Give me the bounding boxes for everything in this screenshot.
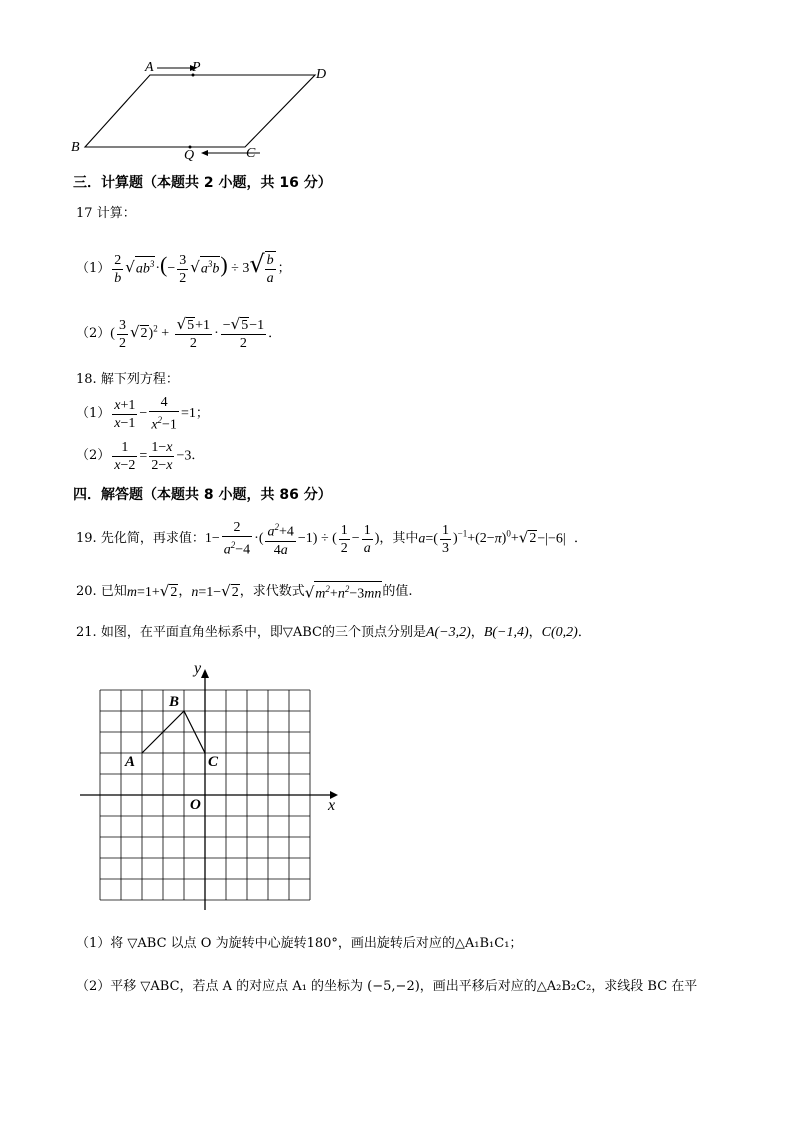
grid-label-o: O xyxy=(190,797,201,813)
q18-prompt: 解下列方程： xyxy=(100,372,179,387)
q19-where: ，其中 xyxy=(379,531,419,546)
coordinate-grid xyxy=(75,660,345,915)
q18-p2-end: ． xyxy=(191,448,205,463)
arrow-cq-head xyxy=(201,150,208,156)
q17-p2-expr: ( $\frac{3}{2}$ √2)$^2$ + $\frac{√5+1}{2}$ · $\frac{-√5-1}{2}$ xyxy=(110,315,265,351)
q17-part2 xyxy=(76,313,281,355)
q17-number: 17 xyxy=(76,206,93,221)
label-b: B xyxy=(71,140,80,155)
q21-sep-2: ， xyxy=(528,625,542,640)
q20-prefix: 已知 xyxy=(100,584,127,599)
q18-p2-label: （2） xyxy=(76,448,111,463)
q17-part1 xyxy=(76,248,291,290)
grid-label-y: y xyxy=(194,660,202,677)
q18-p1-end: ； xyxy=(195,406,209,421)
q21-number: 21. xyxy=(76,625,97,640)
q21-part1: （1）将 ▽ABC 以点 O 为旋转中心旋转180°，画出旋转后对应的△A₁B₁C₁； xyxy=(76,936,523,951)
grid-label-b: B xyxy=(169,694,180,710)
grid-label-x: x xyxy=(328,797,336,814)
q21-text: 如图，在平面直角坐标系中，即▽ABC的三个顶点分别是 xyxy=(100,625,426,640)
q18-p1-expr: $\frac{x+1}{x-1}$ − $\frac{4}{x^2-1}$ =1 xyxy=(114,395,196,433)
q21-end: ． xyxy=(577,625,591,640)
q20-n: n=1−√2 xyxy=(191,582,239,600)
q17-prompt: 计算： xyxy=(96,206,136,221)
y-axis-arrow xyxy=(201,669,209,678)
grid-label-c: C xyxy=(208,754,219,770)
parallelogram-figure xyxy=(60,55,360,170)
q17-p1-label: （1） xyxy=(76,261,111,276)
grid-label-a: A xyxy=(125,754,136,770)
q21-point-a: A(−3,2) xyxy=(425,625,471,640)
q20-sep: ， xyxy=(178,584,192,599)
q20-mid: ，求代数式 xyxy=(239,584,305,599)
label-d: D xyxy=(316,67,327,82)
q18-part2 xyxy=(76,436,204,476)
q20-number: 20. xyxy=(76,584,97,599)
q18-header xyxy=(76,372,179,388)
q17-p2-label: （2） xyxy=(76,326,111,341)
label-q: Q xyxy=(184,148,195,163)
q21-point-b: B(−1,4) xyxy=(483,625,529,640)
parallelogram-shape xyxy=(85,75,315,147)
q19-line xyxy=(76,518,587,560)
q20-m: m=1+√2 xyxy=(126,582,178,600)
label-c: C xyxy=(246,146,256,161)
q19-value: a=( $\frac{1}{3}$ )$^{-1}+(2-\pi)^0+√2-|-6|$ xyxy=(418,522,566,556)
section4-title: 四．解答题（本题共 8 小题，共 86 分） xyxy=(73,487,332,503)
q19-end: ． xyxy=(573,531,587,546)
q17-p2-end: ． xyxy=(268,326,282,341)
q19-prompt: 先化简，再求值： xyxy=(100,531,205,546)
q18-p1-label: （1） xyxy=(76,406,111,421)
q21-line xyxy=(76,622,591,644)
q19-expr: 1− $\frac{2}{a^2-4}$ ·( $\frac{a^2+4}{4a}$ −1) ÷ ( $\frac{1}{2}$ − $\frac{1}{a}$ ) xyxy=(204,520,380,558)
q20-line xyxy=(76,580,412,604)
label-p: P xyxy=(192,60,201,75)
q17-header xyxy=(76,206,136,222)
q19-number: 19. xyxy=(76,531,97,546)
label-a: A xyxy=(145,60,154,75)
q21-point-c: C(0,2) xyxy=(541,625,578,640)
q21-sep-1: ， xyxy=(470,625,484,640)
q21-part2: （2）平移 ▽ABC，若点 A 的对应点 A₁ 的坐标为 (−5,−2)，画出平移后对应的△A₂B₂C₂，求线段 BC 在平 xyxy=(76,979,698,994)
q20-suffix: 的值. xyxy=(382,584,413,599)
q18-number: 18. xyxy=(76,372,97,387)
section3-title: 三．计算题（本题共 2 小题，共 16 分） xyxy=(73,175,332,191)
q18-p2-expr: $\frac{1}{x-2}$ = $\frac{1-x}{2-x}$ −3 xyxy=(114,439,192,473)
q20-expr: $√m^2+n^2-3mn$ xyxy=(305,581,383,603)
q17-p1-expr: $\frac{2}{b}$ $√ab^3\cdot(-$ $\frac{3}{2}$ $√a^3b) \div 3√$ $\frac{b}{a}$ xyxy=(114,250,274,286)
q17-p1-end: ； xyxy=(277,261,291,276)
q18-part1 xyxy=(76,394,209,434)
